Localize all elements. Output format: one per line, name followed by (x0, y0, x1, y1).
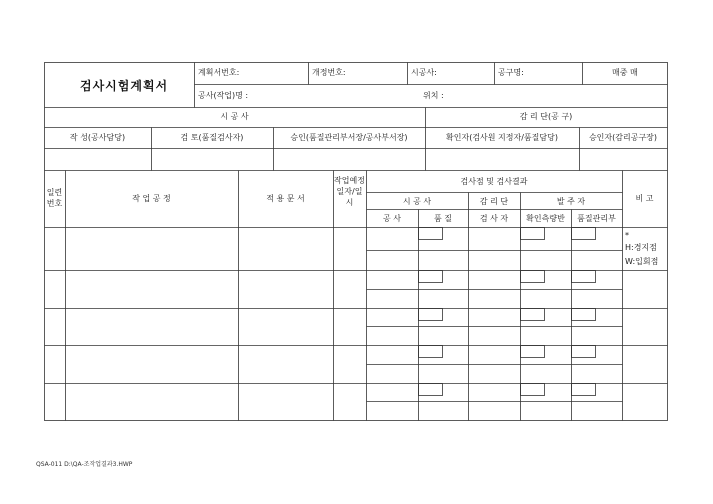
remark-line: H:경지점 (625, 243, 657, 252)
survey-team-col-header: 확인측량반 (526, 214, 565, 223)
sheet-count-field[interactable]: 매중 매 (612, 68, 638, 77)
project-name-field[interactable]: 공사(작업)명 : (198, 91, 249, 100)
author-label: 작 성(공사담당) (69, 133, 126, 142)
work-process-header: 작 업 공 정 (132, 194, 171, 203)
approve-label: 승인(품질관리부서장/공사부서장) (290, 133, 408, 142)
construction-col-header: 공 사 (383, 214, 401, 223)
supervision-section-label: 감 리 단(공 구) (519, 112, 573, 121)
form-title: 검사시험계획서 (80, 79, 169, 93)
construction-section-label: 시 공 사 (220, 112, 249, 121)
location-field[interactable]: 위치 : (423, 91, 444, 100)
schedule-date-header: 작업예정일자/일시 (334, 176, 365, 207)
confirm-label: 확인자(검사원 지정자/품질담당) (446, 133, 558, 142)
revision-number-field[interactable]: 개정번호: (312, 68, 346, 77)
owner-subheader: 발 주 자 (556, 197, 586, 206)
contractor-subheader: 시 공 사 (402, 197, 432, 206)
plan-number-field[interactable]: 계획서번호: (198, 68, 240, 77)
review-label: 검 토(품질검사자) (180, 133, 244, 142)
quality-col-header: 품 질 (434, 214, 452, 223)
document-code: QSA-011 D:\QA-조작업결과3.HWP (36, 461, 133, 468)
remark-line: W:입회점 (625, 257, 659, 266)
applied-docs-header: 적 용 문 서 (266, 194, 305, 203)
contractor-field[interactable]: 시공사: (411, 68, 437, 77)
serial-number-header: 일련번호 (46, 188, 63, 208)
remarks-header: 비 고 (635, 194, 654, 203)
quality-dept-col-header: 품질관리부 (577, 214, 616, 223)
remark-line: * (625, 231, 629, 240)
supervisor-subheader: 감 리 단 (479, 197, 509, 206)
work-type-field[interactable]: 공구명: (498, 68, 524, 77)
inspection-group-header: 검사점 및 검사결과 (460, 177, 528, 186)
inspector-col-header: 검 사 자 (479, 214, 509, 223)
approver-label: 승인자(감리공구장) (588, 133, 658, 142)
